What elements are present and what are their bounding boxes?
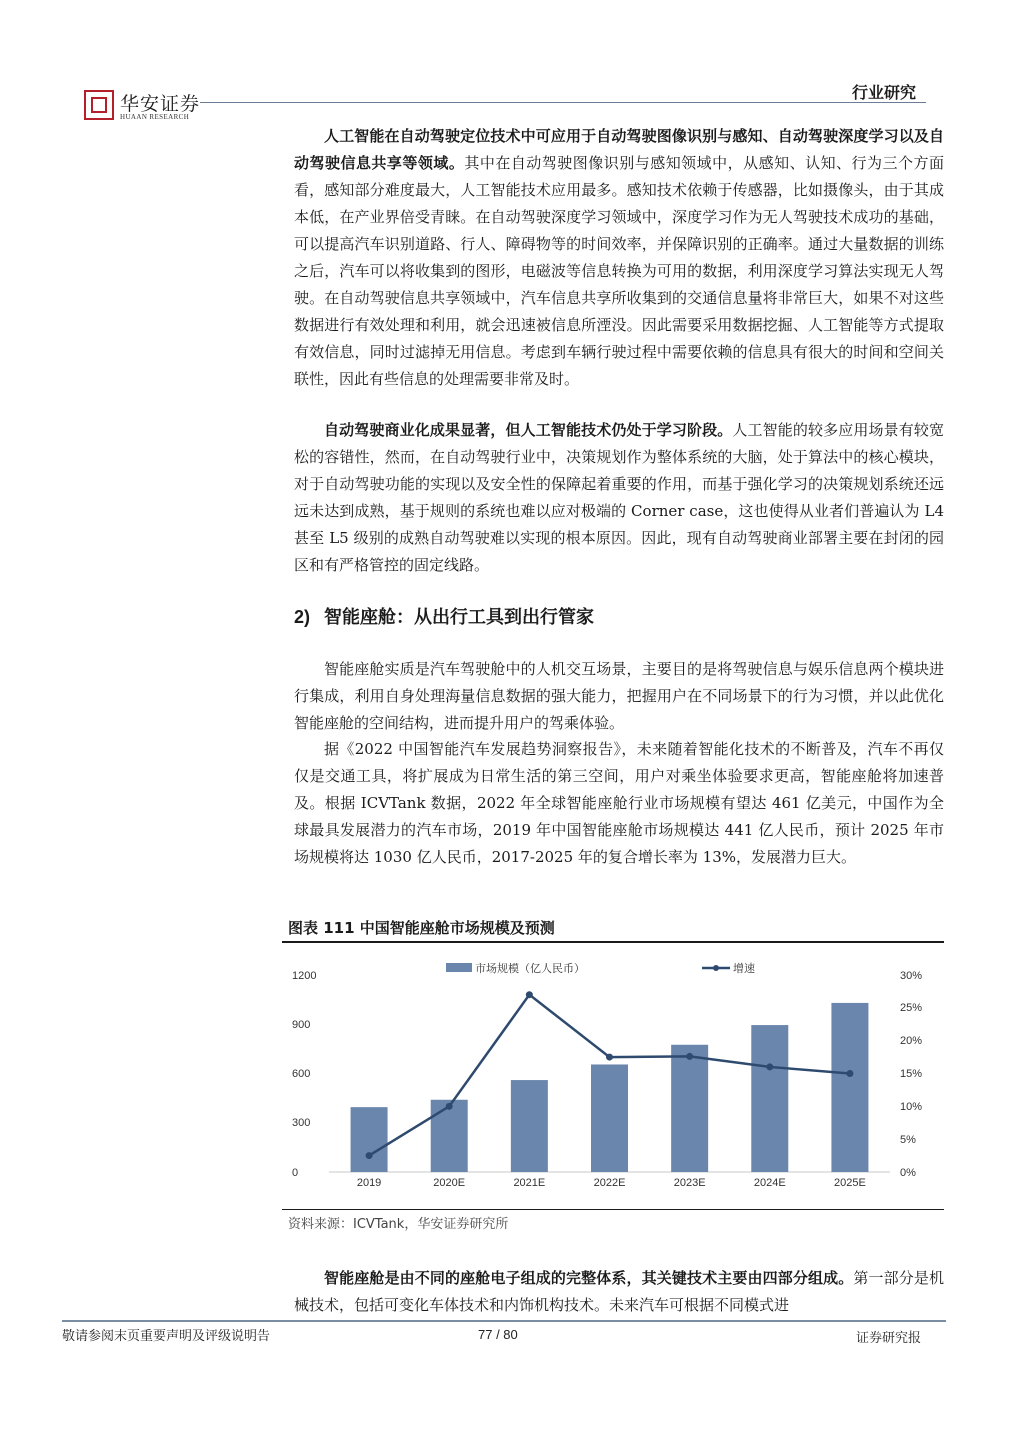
section-heading xyxy=(294,603,594,629)
paragraph-cockpit-definition xyxy=(294,656,944,737)
right-tick: 10% xyxy=(900,1101,923,1113)
right-tick: 30% xyxy=(900,970,923,982)
growth-point-2020E xyxy=(446,1103,453,1110)
x-label-2022E: 2022E xyxy=(593,1177,626,1189)
paragraph-commercialization xyxy=(294,417,944,579)
bars xyxy=(351,1003,869,1172)
footer-divider xyxy=(62,1320,946,1322)
right-axis xyxy=(900,970,922,1179)
x-axis-labels xyxy=(357,1177,866,1189)
x-label-2021E: 2021E xyxy=(513,1177,546,1189)
paragraph-body: 智能座舱实质是汽车驾驶舱中的人机交互场景，主要目的是将驾驶信息与娱乐信息两个模块进行集成，利用自身处理海量信息数据的强大能力，把握用户在不同场景下的行为习惯，并以此优化智能座舱的空间结构，进而提升用户的驾乘体验。 xyxy=(294,660,944,732)
left-tick: 900 xyxy=(292,1019,311,1031)
growth-point-2019 xyxy=(366,1152,373,1159)
x-label-2020E: 2020E xyxy=(433,1177,466,1189)
bar-2024E xyxy=(751,1025,788,1172)
paragraph-cockpit-tech xyxy=(294,1265,944,1319)
left-tick: 300 xyxy=(292,1117,311,1129)
footer-disclaimer: 敬请参阅末页重要声明及评级说明告 xyxy=(62,1329,271,1344)
paragraph-lead: 智能座舱是由不同的座舱电子组成的完整体系，其关键技术主要由四部分组成。 xyxy=(324,1269,854,1287)
footer-report-type: 证券研究报 xyxy=(856,1331,922,1346)
left-tick: 600 xyxy=(292,1068,311,1080)
logo-subtext: HUAAN RESEARCH xyxy=(120,113,190,121)
figure-title: 图表 111 中国智能座舱市场规模及预测 xyxy=(288,919,555,937)
bar-2019 xyxy=(351,1107,388,1172)
paragraph-lead: 自动驾驶商业化成果显著，但人工智能技术仍处于学习阶段。 xyxy=(324,421,733,439)
growth-point-2021E xyxy=(526,991,533,998)
right-tick: 15% xyxy=(900,1068,923,1080)
header-title: 行业研究 xyxy=(851,83,916,102)
right-tick: 5% xyxy=(900,1134,916,1146)
figure-bottom-rule xyxy=(282,1209,944,1210)
growth-point-2023E xyxy=(686,1053,693,1060)
bar-2025E xyxy=(831,1003,868,1172)
bar-2021E xyxy=(511,1080,548,1172)
legend-line-label: 增速 xyxy=(733,963,755,975)
paragraph-body: 其中在自动驾驶图像识别与感知领域中，从感知、认知、行为三个方面看，感知部分难度最大，人工智能技术应用最多。感知技术依赖于传感器，比如摄像头，由于其成本低，在产业界倍受青睐。在自动驾驶深度学习领域中，深度学习作为无人驾驶技术成功的基础，可以提高汽车识别道路、行人、障碍物等的时间效率，并保障识别的正确率。通过大量数据的训练之后，汽车可以将收集到的图形，电磁波等信息转换为可用的数据，利用深度学习算法实现无人驾驶。在自动驾驶信息共享领域中，汽车信息共享所收集到的交通信息量将非常巨大，如果不对这些数据进行有效处理和利用，就会迅速被信息所湮没。因此需要采用数据挖掘、人工智能等方式提取有效信息，同时过滤掉无用信息。考虑到车辆行驶过程中需要依赖的信息具有很大的时间和空间关联性，因此有些信息的处理需要非常及时。 xyxy=(294,154,944,388)
section-title: 智能座舱：从出行工具到出行管家 xyxy=(324,607,595,628)
bar-2022E xyxy=(591,1064,628,1172)
paragraph-body: 据《2022 中国智能汽车发展趋势洞察报告》，未来随着智能化技术的不断普及，汽车不再仅仅是交通工具，将扩展成为日常生活的第三空间，用户对乘坐体验要求更高，智能座舱将加速普及。根据 ICVTank 数据，2022 年全球智能座舱行业市场规模有望达 461 亿美元，中国作为全球最具发展潜力的汽车市场，2019 年中国智能座舱市场规模达 441 亿人民币，预计 2025 年市场规模将达 1030 亿人民币，2017-2025 年的复合增长率为 13%，发展潜力巨大。 xyxy=(294,740,944,866)
x-label-2024E: 2024E xyxy=(753,1177,786,1189)
market-size-chart xyxy=(282,948,944,1206)
x-label-2019: 2019 xyxy=(356,1177,382,1189)
right-tick: 20% xyxy=(900,1035,923,1047)
paragraph-ai-positioning xyxy=(294,123,944,393)
left-tick: 0 xyxy=(292,1167,299,1179)
growth-point-2022E xyxy=(606,1054,613,1061)
logo-text: 华安证券 xyxy=(120,93,201,115)
right-tick: 0% xyxy=(900,1167,916,1179)
paragraph-body: 人工智能的较多应用场景有较宽松的容错性，然而，在自动驾驶行业中，决策规划作为整体系统的大脑，处于算法中的核心模块，对于自动驾驶功能的实现以及安全性的保障起着重要的作用，而基于强化学习的决策规划系统还远远未达到成熟，基于规则的系统也难以应对极端的 Corner case，这也使得从业者们普遍认为 L4 甚至 L5 级别的成熟自动驾驶难以实现的根本原因。因此，现有自动驾驶商业部署主要在封闭的园区和有严格管控的固定线路。 xyxy=(294,421,944,574)
header-divider xyxy=(200,102,926,103)
x-label-2023E: 2023E xyxy=(673,1177,706,1189)
right-tick: 25% xyxy=(900,1002,923,1014)
legend-bar-label: 市场规模（亿人民币） xyxy=(475,963,585,975)
figure-source: 资料来源：ICVTank，华安证券研究所 xyxy=(288,1217,509,1232)
logo-seal-icon xyxy=(84,90,114,120)
legend-line-marker xyxy=(713,965,719,971)
left-axis xyxy=(292,970,316,1179)
section-number: 2) xyxy=(294,607,311,627)
figure-top-rule xyxy=(282,941,944,943)
page-number: 77 / 80 xyxy=(478,1327,518,1342)
paragraph-lead: 人工智能在自动驾驶定位技术中可应用于自动驾驶图像识别与感知、自动驾驶深度学习以及自动驾驶信息共享等领域。 xyxy=(294,127,944,172)
legend-bar-swatch xyxy=(446,963,472,972)
left-tick: 1200 xyxy=(292,970,317,982)
bar-2020E xyxy=(431,1100,468,1172)
x-label-2025E: 2025E xyxy=(834,1177,866,1189)
growth-point-2024E xyxy=(766,1063,773,1070)
growth-point-2025E xyxy=(846,1070,853,1077)
paragraph-body: 第一部分是机械技术，包括可变化车体技术和内饰机构技术。未来汽车可根据不同模式进 xyxy=(294,1269,944,1314)
paragraph-cockpit-market xyxy=(294,736,944,871)
bar-2023E xyxy=(671,1045,708,1172)
